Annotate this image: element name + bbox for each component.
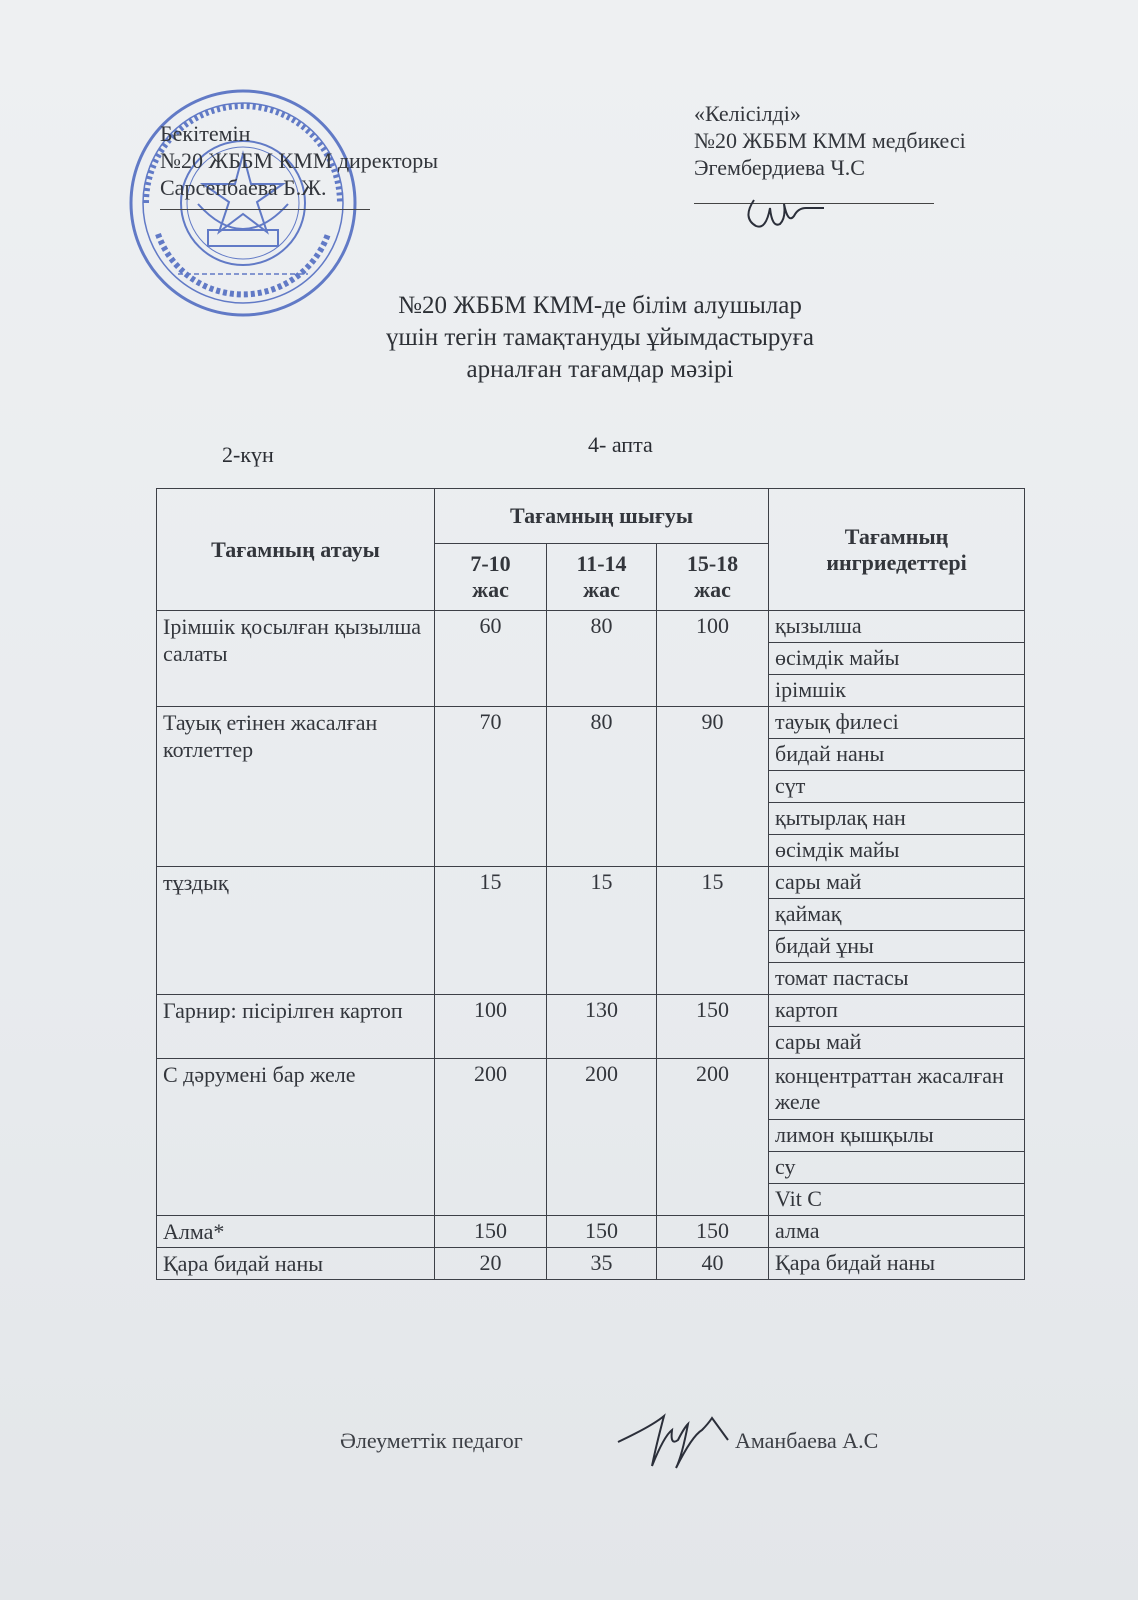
footer-role: Әлеуметтік педагог: [340, 1428, 523, 1453]
ingredient-cell: Қара бидай наны: [769, 1248, 1025, 1280]
yield-15-18-cell: 100: [657, 611, 769, 707]
ingredient-cell: Vit C: [769, 1184, 1025, 1216]
yield-7-10-cell: 200: [435, 1059, 547, 1216]
yield-15-18-cell: 15: [657, 867, 769, 995]
table-row: [157, 995, 1025, 1027]
yield-15-18-cell: 150: [657, 995, 769, 1059]
header-ingredients-line-2: ингриедеттері: [826, 549, 967, 575]
yield-11-14-cell: 15: [547, 867, 657, 995]
ingredient-cell: сары май: [769, 1027, 1025, 1059]
ingredient-cell: өсімдік майы: [769, 643, 1025, 675]
document-title: [300, 290, 900, 386]
agreement-position: №20 ЖББМ КММ медбикесі: [694, 128, 966, 153]
yield-7-10-cell: 150: [435, 1216, 547, 1248]
yield-15-18-cell: 150: [657, 1216, 769, 1248]
age-11-14-range: 11-14: [576, 551, 627, 576]
yield-11-14-cell: 35: [547, 1248, 657, 1280]
dish-name-cell: Алма*: [157, 1216, 435, 1248]
ingredient-cell: өсімдік майы: [769, 835, 1025, 867]
yield-11-14-cell: 200: [547, 1059, 657, 1216]
approval-position: №20 ЖББМ КММ директоры: [160, 148, 439, 173]
header-yield: Тағамның шығуы: [435, 489, 769, 544]
table-row: [157, 707, 1025, 739]
yield-15-18-cell: 90: [657, 707, 769, 867]
header-dish-name: Тағамның атауы: [157, 489, 435, 611]
ingredient-cell: томат пастасы: [769, 963, 1025, 995]
table-row: [157, 611, 1025, 643]
yield-7-10-cell: 15: [435, 867, 547, 995]
yield-7-10-cell: 60: [435, 611, 547, 707]
ingredient-cell: қызылша: [769, 611, 1025, 643]
approval-signature-line: [160, 201, 370, 210]
yield-11-14-cell: 150: [547, 1216, 657, 1248]
header-ingredients-line-1: Тағамның: [844, 523, 949, 549]
yield-15-18-cell: 200: [657, 1059, 769, 1216]
title-line-2: үшін тегін тамақтануды ұйымдастыруға: [386, 324, 814, 351]
age-15-18-unit: жас: [694, 577, 731, 602]
menu-table-body: [157, 611, 1025, 1280]
ingredient-cell: сүт: [769, 771, 1025, 803]
menu-table: [156, 488, 1025, 1280]
yield-11-14-cell: 80: [547, 707, 657, 867]
header-age-15-18: [657, 544, 769, 611]
social-pedagogue-signature-icon: [612, 1406, 732, 1476]
ingredient-cell: лимон қышқылы: [769, 1120, 1025, 1152]
age-15-18-range: 15-18: [686, 551, 739, 576]
header-age-11-14: [547, 544, 657, 611]
dish-name-cell: Ірімшік қосылған қызылша салаты: [157, 611, 435, 707]
table-header-row: [157, 489, 1025, 544]
header-age-7-10: [435, 544, 547, 611]
footer-person: Аманбаева А.С: [735, 1428, 879, 1453]
ingredient-cell: бидай наны: [769, 739, 1025, 771]
age-7-10-unit: жас: [472, 577, 509, 602]
ingredient-cell: ірімшік: [769, 675, 1025, 707]
ingredient-cell: тауық филесі: [769, 707, 1025, 739]
yield-11-14-cell: 80: [547, 611, 657, 707]
title-line-1: №20 ЖББМ КММ-де білім алушылар: [398, 292, 802, 319]
ingredient-cell: су: [769, 1152, 1025, 1184]
ingredient-cell: сары май: [769, 867, 1025, 899]
title-line-3: арналған тағамдар мәзірі: [466, 356, 734, 383]
ingredient-cell: картоп: [769, 995, 1025, 1027]
age-7-10-range: 7-10: [470, 551, 511, 576]
yield-11-14-cell: 130: [547, 995, 657, 1059]
yield-7-10-cell: 70: [435, 707, 547, 867]
approval-block: [160, 120, 490, 210]
day-label: 2-күн: [222, 442, 274, 467]
ingredient-cell: бидай ұны: [769, 931, 1025, 963]
nurse-signature-icon: [736, 178, 826, 238]
dish-name-cell: Тауық етінен жасалған котлеттер: [157, 707, 435, 867]
table-row: [157, 1248, 1025, 1280]
table-row: [157, 1216, 1025, 1248]
ingredient-cell: алма: [769, 1216, 1025, 1248]
age-11-14-unit: жас: [583, 577, 620, 602]
yield-15-18-cell: 40: [657, 1248, 769, 1280]
approval-heading: Бекітемін: [160, 121, 251, 146]
header-ingredients: [769, 489, 1025, 611]
table-row: [157, 1059, 1025, 1120]
agreement-heading: «Келісілді»: [694, 101, 801, 126]
yield-7-10-cell: 20: [435, 1248, 547, 1280]
approval-person: Сарсенбаева Б.Ж.: [160, 175, 327, 200]
week-label: 4- апта: [588, 432, 653, 457]
ingredient-cell: қытырлақ нан: [769, 803, 1025, 835]
agreement-person: Эгембердиева Ч.С: [694, 155, 865, 180]
menu-table-wrapper: [156, 488, 1024, 1280]
dish-name-cell: Гарнир: пісірілген картоп: [157, 995, 435, 1059]
dish-name-cell: тұздық: [157, 867, 435, 995]
table-row: [157, 867, 1025, 899]
yield-7-10-cell: 100: [435, 995, 547, 1059]
ingredient-cell: қаймақ: [769, 899, 1025, 931]
ingredient-cell: концентраттан жасалған желе: [769, 1059, 1025, 1120]
dish-name-cell: С дәрумені бар желе: [157, 1059, 435, 1216]
dish-name-cell: Қара бидай наны: [157, 1248, 435, 1280]
